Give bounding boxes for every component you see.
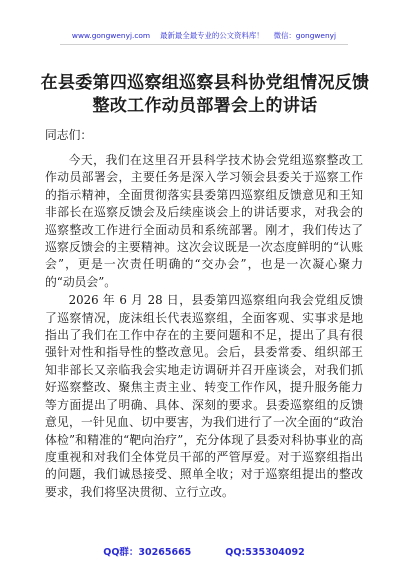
site-footer: [0, 544, 408, 558]
document-body: [45, 152, 363, 502]
salutation: 同志们：: [45, 128, 93, 142]
paragraph-2: 2026 年 6 月 28 日，县委第四巡察组向我会党组反馈了巡察情况，庞沫组长代表巡察组，全面客观、实事求是地指出了我们在工作中存在的主要问题和不足，提出了具有很强针对性和指导性的整改意见。会后，县委常委、组织部王知非部长又亲临我会实地走访调研并召开座谈会，对我们抓好巡察整改、聚焦主责主业、转变工作作风，提升服务能力等方面提出了明确、具体、深刻的要求。县委巡察组的反馈意见，一针见血、切中要害，为我们进行了一次全面的“政治体检”和精准的“靶向治疗”，充分体现了县委对科协事业的高度重视和对我们全体党员干部的严管厚爱。对于巡察组指出的问题，我们诚恳接受、照单全收；对于巡察组提出的整改要求，我们将坚决贯彻、立行立改。: [45, 293, 363, 499]
paragraph-1: 今天，我们在这里召开县科学技术协会党组巡察整改工作动员部署会，主要任务是深入学习领会县委关于巡察工作的指示精神，全面贯彻落实县委第四巡察组反馈意见和王知非部长在巡察反馈会及后续座谈会上的讲话要求，对我会的巡察整改工作进行全面动员和系统部署。刚才，我们传达了巡察反馈会的主要精神。这次会议既是一次态度鲜明的“认账会”，更是一次责任明确的“交办会”，也是一次凝心聚力的“动员会”。: [45, 153, 363, 289]
qq-group: QQ群：30265665: [103, 547, 192, 558]
header-divider: [60, 44, 348, 45]
site-slogan: 最新最全最专业的公文资料库！: [160, 31, 264, 40]
qq-number: QQ:535304092: [225, 547, 305, 558]
document-title: 在县委第四巡察组巡察县科协党组情况反馈整改工作动员部署会上的讲话: [40, 73, 370, 116]
wechat-id: 微信：gongwenyj: [273, 31, 337, 40]
site-header: [0, 30, 408, 41]
site-url[interactable]: www.gongwenyj.com: [71, 31, 151, 40]
